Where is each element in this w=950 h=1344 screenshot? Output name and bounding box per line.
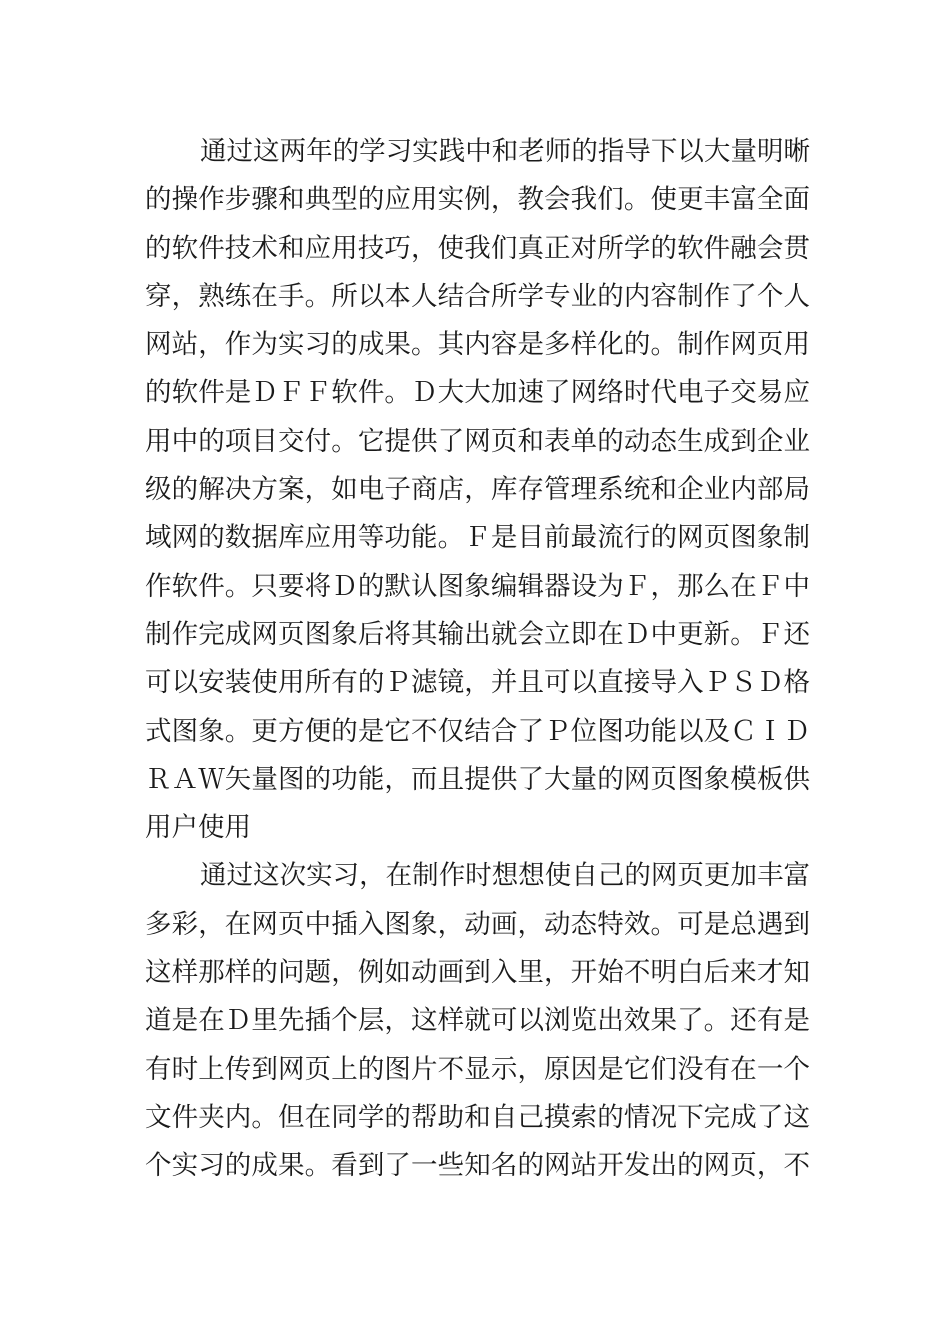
text-line: 的软件是ＤＦＦ软件。Ｄ大大加速了网络时代电子交易应 xyxy=(145,377,810,409)
text-line: 式图象。更方便的是它不仅结合了Ｐ位图功能以及ＣＩＤ xyxy=(145,715,810,747)
text-line: ＲＡＷ矢量图的功能，而且提供了大量的网页图象模板供 xyxy=(145,763,810,795)
text-line: 级的解决方案，如电子商店，库存管理系统和企业内部局 xyxy=(145,474,810,506)
text-line: 通过这次实习，在制作时想想使自己的网页更加丰富 xyxy=(200,860,810,892)
paragraph-2 xyxy=(145,852,810,1190)
text-line: 这样那样的问题，例如动画到入里，开始不明白后来才知 xyxy=(145,957,810,989)
text-line: 制作完成网页图象后将其输出就会立即在Ｄ中更新。Ｆ还 xyxy=(145,618,810,650)
text-line: 通过这两年的学习实践中和老师的指导下以大量明晰 xyxy=(200,136,810,167)
text-line: 域网的数据库应用等功能。Ｆ是目前最流行的网页图象制 xyxy=(145,522,810,554)
text-line: 可以安装使用所有的Ｐ滤镜，并且可以直接导入ＰＳＤ格 xyxy=(145,667,810,699)
document-body xyxy=(145,128,810,1191)
text-line: 的软件技术和应用技巧，使我们真正对所学的软件融会贯 xyxy=(145,232,810,264)
text-line: 网站，作为实习的成果。其内容是多样化的。制作网页用 xyxy=(145,329,810,361)
text-line: 作软件。只要将Ｄ的默认图象编辑器设为Ｆ，那么在Ｆ中 xyxy=(145,570,810,602)
text-line: 的操作步骤和典型的应用实例，教会我们。使更丰富全面 xyxy=(145,184,810,216)
paragraph-1 xyxy=(145,128,810,852)
text-line: 个实习的成果。看到了一些知名的网站开发出的网页，不 xyxy=(145,1150,810,1182)
text-line: 用中的项目交付。它提供了网页和表单的动态生成到企业 xyxy=(145,425,810,457)
text-line: 穿，熟练在手。所以本人结合所学专业的内容制作了个人 xyxy=(145,280,810,312)
text-line: 多彩，在网页中插入图象，动画，动态特效。可是总遇到 xyxy=(145,908,810,940)
text-line: 文件夹内。但在同学的帮助和自己摸索的情况下完成了这 xyxy=(145,1101,810,1133)
text-line: 道是在Ｄ里先插个层，这样就可以浏览出效果了。还有是 xyxy=(145,1005,810,1037)
text-line: 有时上传到网页上的图片不显示，原因是它们没有在一个 xyxy=(145,1053,810,1085)
text-line: 用户使用 xyxy=(145,812,251,844)
